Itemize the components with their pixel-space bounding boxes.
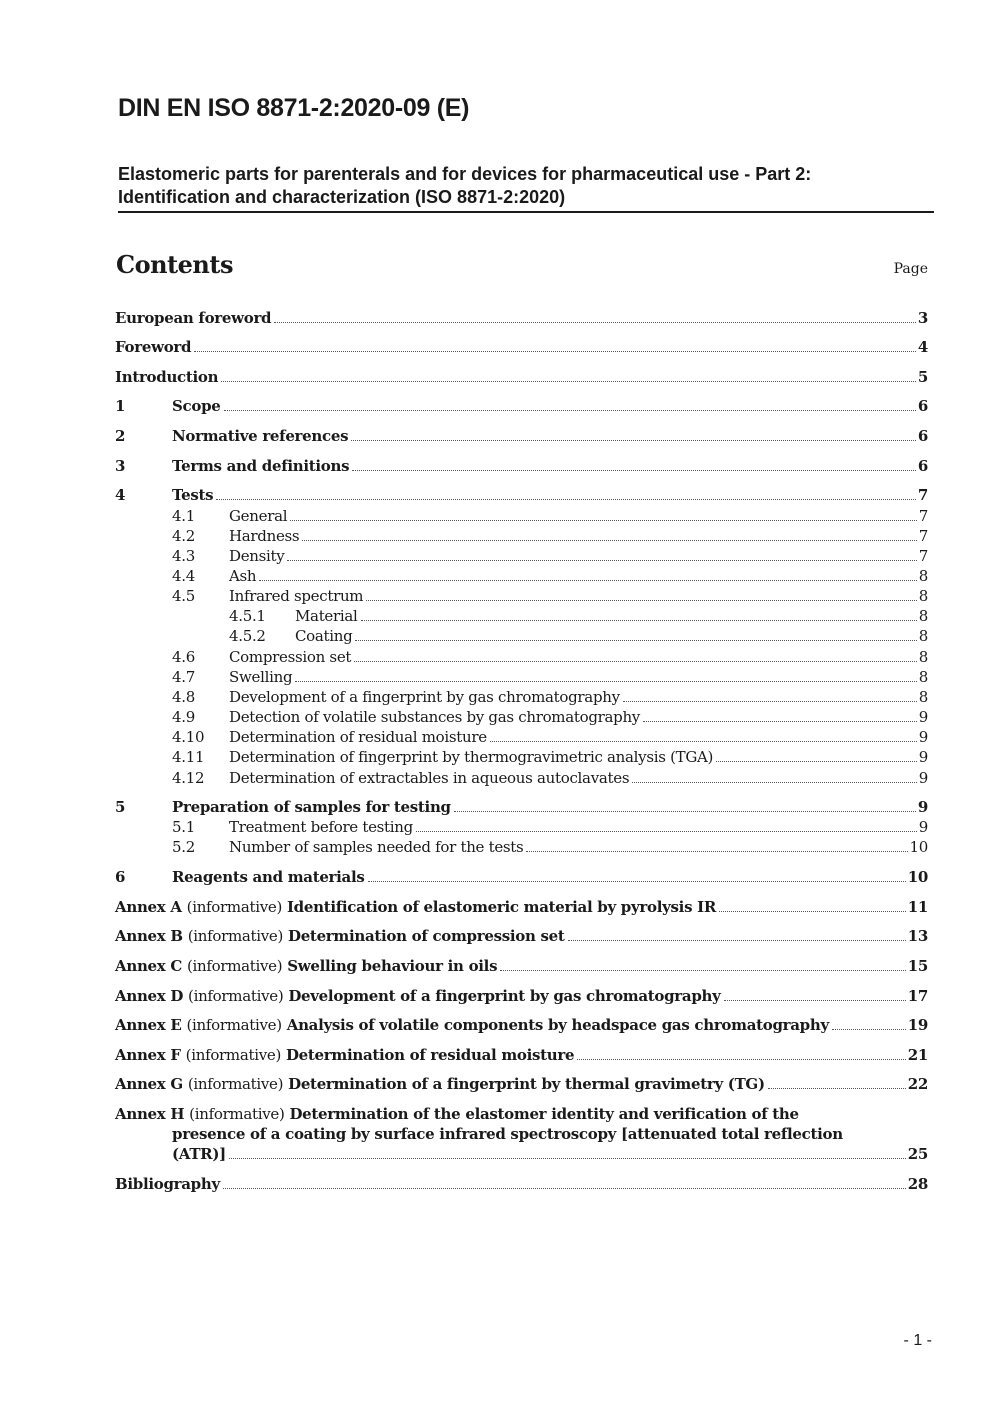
toc-entry-introduction[interactable] [0,367,992,387]
toc-entry-5-2[interactable] [0,837,992,857]
toc-entry-4-11[interactable] [0,747,992,767]
toc-entry-label: Terms and definitions [172,457,350,475]
document-id: DIN EN ISO 8871-2:2020-09 (E) [118,94,470,122]
toc-entry-page: 8 [918,668,928,686]
toc-entry-label: Determination of extractables in aqueous autoclavates [229,769,630,787]
toc-entry-number: 4.7 [172,668,195,686]
toc-entry-page: 10 [909,838,928,856]
toc-entry-number: 4.6 [172,648,195,666]
toc-entry-label: General [229,507,288,525]
toc-entry-page: 8 [918,688,928,706]
toc-entry-4-6[interactable] [0,647,992,667]
toc-entry-annex-f[interactable] [0,1045,992,1065]
toc-entry-page: 9 [918,708,928,726]
toc-entry-page: 4 [917,338,928,356]
toc-entry-label: Foreword [115,338,192,356]
toc-entry-number: 4.11 [172,748,205,766]
document-title [118,163,934,213]
toc-entry-page: 28 [907,1175,928,1193]
toc-entry-page: 25 [907,1145,928,1163]
toc-entry-label: Reagents and materials [172,868,365,886]
toc-entry-label-end: (ATR)] [172,1145,226,1163]
toc-entry-annex-e[interactable] [0,1015,992,1035]
toc-entry-page: 7 [918,547,928,565]
toc-entry-label: Infrared spectrum [229,587,364,605]
toc-entry-number: 4 [115,486,126,504]
toc-entry-4-3[interactable] [0,546,992,566]
toc-entry-page: 15 [907,957,928,975]
toc-entry-label: Determination of residual moisture [229,728,487,746]
toc-entry-number: 4.5 [172,587,195,605]
toc-entry-bibliography[interactable] [0,1174,992,1194]
toc-entry-page: 6 [917,457,928,475]
document-title-line-2: Identification and characterization (ISO 8871-2:2020) [118,187,566,207]
toc-entry-label: Annex B (informative) Determination of compression set [115,927,565,945]
toc-entry-label: Determination of fingerprint by thermogravimetric analysis (TGA) [229,748,714,766]
toc-entry-label: Swelling [229,668,293,686]
toc-entry-4-12[interactable] [0,768,992,788]
toc-entry-page: 7 [918,527,928,545]
toc-entry-annex-g[interactable] [0,1074,992,1094]
toc-entry-label: Annex H (informative) Determination of the elastomer identity and verification of the [115,1105,799,1123]
toc-entry-page: 6 [917,397,928,415]
toc-entry-number: 1 [115,397,126,415]
toc-entry-page: 3 [917,309,928,327]
toc-entry-terms-definitions[interactable] [0,456,992,476]
toc-entry-page: 8 [918,607,928,625]
toc-entry-label: Introduction [115,368,219,386]
toc-entry-label: Scope [172,397,221,415]
toc-entry-label: Development of a fingerprint by gas chromatography [229,688,620,706]
toc-entry-page: 9 [918,728,928,746]
contents-heading: Contents [116,250,233,279]
toc-entry-annex-a[interactable] [0,897,992,917]
toc-entry-number: 4.1 [172,507,195,525]
toc-entry-european-foreword[interactable] [0,308,992,328]
toc-entry-page: 13 [907,927,928,945]
toc-entry-label: Hardness [229,527,300,545]
toc-entry-label: Ash [229,567,257,585]
toc-entry-page: 7 [918,507,928,525]
toc-entry-annex-b[interactable] [0,926,992,946]
toc-entry-label-continued: presence of a coating by surface infrared spectroscopy [attenuated total reflection [172,1125,843,1143]
toc-entry-4-4[interactable] [0,566,992,586]
toc-entry-page: 11 [907,898,928,916]
toc-entry-page: 19 [907,1016,928,1034]
toc-entry-label: Compression set [229,648,352,666]
toc-entry-page: 22 [907,1075,928,1093]
toc-entry-number: 4.2 [172,527,195,545]
page-column-label: Page [893,261,928,277]
toc-entry-number: 4.4 [172,567,195,585]
toc-entry-tests[interactable] [0,485,992,505]
toc-entry-label: Material [295,607,358,625]
toc-entry-label: Annex A (informative) Identification of elastomeric material by pyrolysis IR [115,898,717,916]
toc-entry-page: 17 [907,987,928,1005]
toc-entry-label: European foreword [115,309,272,327]
toc-entry-4-8[interactable] [0,687,992,707]
toc-entry-number: 4.5.1 [229,607,266,625]
toc-entry-label: Treatment before testing [229,818,413,836]
toc-entry-page: 8 [918,587,928,605]
toc-entry-label: Annex F (informative) Determination of residual moisture [115,1046,575,1064]
toc-entry-number: 5.1 [172,818,195,836]
toc-entry-number: 5 [115,798,126,816]
toc-entry-label: Density [229,547,285,565]
toc-entry-5-1[interactable] [0,817,992,837]
toc-entry-4-5-1[interactable] [0,606,992,626]
toc-entry-annex-d[interactable] [0,986,992,1006]
toc-entry-4-7[interactable] [0,667,992,687]
toc-entry-4-9[interactable] [0,707,992,727]
document-title-line-1: Elastomeric parts for parenterals and for devices for pharmaceutical use - Part 2: [118,164,812,184]
toc-entry-label: Detection of volatile substances by gas chromatography [229,708,640,726]
toc-entry-annex-h[interactable] [115,1104,928,1164]
toc-entry-label: Number of samples needed for the tests [229,838,524,856]
toc-entry-number: 2 [115,427,126,445]
toc-entry-normative-references[interactable] [0,426,992,446]
footer-page-number: - 1 - [903,1332,932,1349]
toc-entry-number: 4.5.2 [229,627,266,645]
toc-entry-number: 4.8 [172,688,195,706]
toc-entry-number: 4.10 [172,728,205,746]
toc-entry-label: Annex G (informative) Determination of a fingerprint by thermal gravimetry (TG) [115,1075,765,1093]
toc-entry-4-2[interactable] [0,526,992,546]
toc-entry-label: Preparation of samples for testing [172,798,451,816]
toc-entry-page: 8 [918,567,928,585]
toc-entry-4-1[interactable] [0,506,992,526]
toc-entry-scope[interactable] [0,396,992,416]
toc-entry-annex-c[interactable] [0,956,992,976]
toc-entry-label: Bibliography [115,1175,220,1193]
toc-entry-page: 8 [918,627,928,645]
toc-entry-sample-preparation[interactable] [0,797,992,817]
toc-entry-page: 8 [918,648,928,666]
toc-entry-label: Tests [172,486,214,504]
toc-entry-page: 9 [917,798,928,816]
toc-entry-number: 6 [115,868,126,886]
toc-entry-number: 4.12 [172,769,205,787]
toc-entry-4-5-2[interactable] [0,626,992,646]
toc-entry-foreword[interactable] [0,337,992,357]
toc-entry-number: 4.3 [172,547,195,565]
toc-entry-label: Annex D (informative) Development of a fingerprint by gas chromatography [115,987,721,1005]
toc-entry-page: 9 [918,818,928,836]
toc-entry-number: 4.9 [172,708,195,726]
toc-entry-label: Annex C (informative) Swelling behaviour in oils [115,957,498,975]
toc-entry-label: Normative references [172,427,349,445]
toc-entry-number: 3 [115,457,126,475]
toc-entry-page: 9 [918,748,928,766]
toc-entry-page: 21 [907,1046,928,1064]
toc-entry-page: 9 [918,769,928,787]
toc-entry-label: Annex E (informative) Analysis of volatile components by headspace gas chromatography [115,1016,829,1034]
toc-entry-reagents[interactable] [0,867,992,887]
toc-entry-4-5[interactable] [0,586,992,606]
toc-entry-page: 6 [917,427,928,445]
toc-entry-4-10[interactable] [0,727,992,747]
toc-entry-number: 5.2 [172,838,195,856]
toc-entry-page: 10 [907,868,928,886]
toc-entry-page: 5 [917,368,928,386]
toc-entry-label: Coating [295,627,353,645]
toc-entry-page: 7 [917,486,928,504]
